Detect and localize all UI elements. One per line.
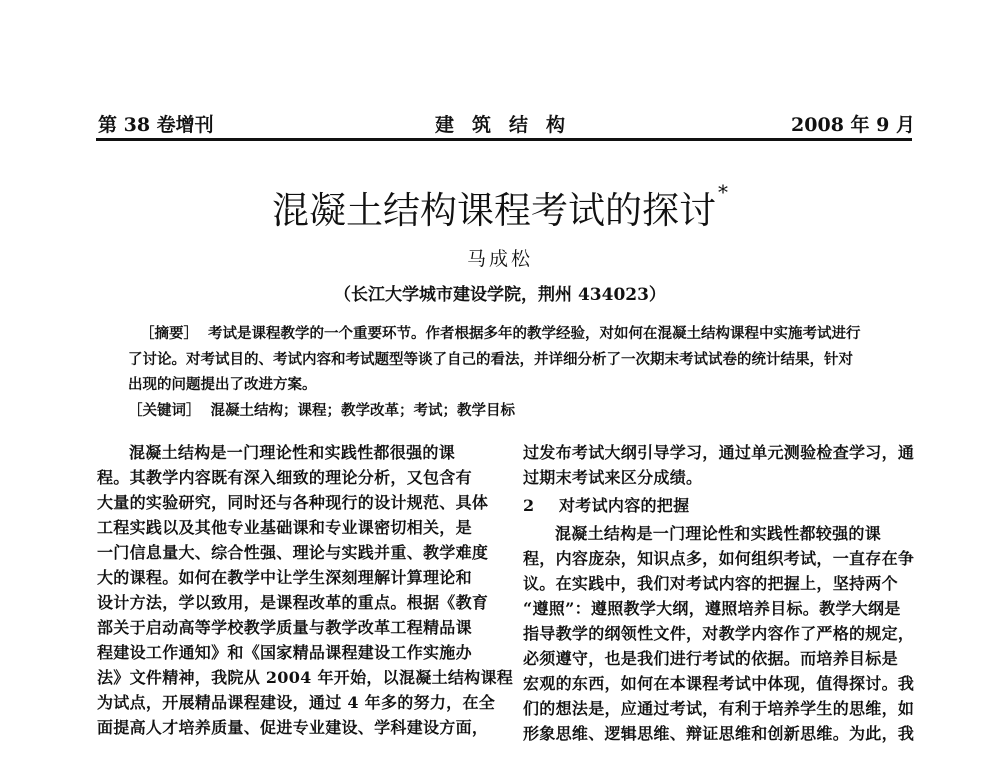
body-line: 程，内容庞杂，知识点多，如何组织考试，一直存在争	[523, 549, 915, 568]
body-line: 工程实践以及其他专业基础课和专业课密切相关，是	[97, 518, 472, 537]
body-line: 混凝土结构是一门理论性和实践性都很强的课	[129, 443, 456, 462]
running-header-journal: 建筑结构	[434, 114, 583, 136]
body-line: 面提高人才培养质量、促进专业建设、学科建设方面，	[97, 718, 489, 737]
body-line: 过期末考试来区分成绩。	[523, 468, 703, 487]
body-line: 们的想法是，应通过考试，有利于培养学生的思维，如	[523, 699, 915, 718]
body-line: 形象思维、逻辑思维、辩证思维和创新思维。为此，我	[523, 724, 915, 743]
keywords-line	[128, 399, 515, 420]
body-line: 宏观的东西，如何在本课程考试中体现，值得探讨。我	[523, 674, 915, 693]
body-line: 程建设工作通知》和《国家精品课程建设工作实施办	[97, 643, 472, 662]
abstract-line: 出现的问题提出了改进方案。	[128, 376, 317, 393]
body-line: 大量的实验研究，同时还与各种现行的设计规范、具体	[97, 493, 489, 512]
section-title: 对考试内容的把握	[559, 496, 690, 515]
author-name: 马成松	[466, 248, 533, 270]
running-header-date: 2008 年 9 月	[791, 114, 915, 136]
section-heading	[523, 493, 689, 516]
body-line: 一门信息量大、综合性强、理论与实践并重、教学难度	[97, 543, 489, 562]
abstract-line: 了讨论。对考试目的、考试内容和考试题型等谈了自己的看法，并详细分析了一次期末考试试卷的统计结果，针对	[128, 351, 853, 368]
body-line: 过发布考试大纲引导学习，通过单元测验检查学习，通	[523, 443, 915, 462]
body-line: 设计方法，学以致用，是课程改革的重点。根据《教育	[97, 593, 489, 612]
title-footnote-mark: *	[718, 180, 728, 204]
running-header-volume: 第 38 卷增刊	[98, 114, 214, 136]
abstract-text-line: 考试是课程教学的一个重要环节。作者根据多年的教学经验，对如何在混凝土结构课程中实施考试进行	[208, 325, 861, 342]
body-line: 大的课程。如何在教学中让学生深刻理解计算理论和	[97, 568, 472, 587]
paper-title-text: 混凝土结构课程考试的探讨	[272, 189, 716, 232]
paper-title	[0, 180, 1000, 234]
body-line: 议。在实践中，我们对考试内容的把握上，坚持两个	[523, 574, 898, 593]
abstract-line	[140, 322, 861, 343]
header-rule	[96, 138, 912, 141]
body-line: 混凝土结构是一门理论性和实践性都较强的课	[555, 524, 882, 543]
keywords-label: ［关键词］	[128, 402, 201, 419]
author-affiliation: （长江大学城市建设学院，荆州 434023）	[334, 285, 666, 305]
keywords-text: 混凝土结构；课程；教学改革；考试；教学目标	[210, 402, 515, 419]
abstract-label: ［摘要］	[140, 325, 198, 342]
body-line: “遵照”：遵照教学大纲，遵照培养目标。教学大纲是	[523, 599, 901, 618]
body-line: 为试点，开展精品课程建设，通过 4 年多的努力，在全	[97, 693, 496, 712]
body-line: 部关于启动高等学校教学质量与教学改革工程精品课	[97, 618, 472, 637]
section-number: 2	[523, 496, 535, 515]
body-line: 必须遵守，也是我们进行考试的依据。而培养目标是	[523, 649, 898, 668]
body-line: 程。其教学内容既有深入细致的理论分析，又包含有	[97, 468, 472, 487]
body-line: 指导教学的纲领性文件，对教学内容作了严格的规定，	[523, 624, 915, 643]
body-line: 法》文件精神，我院从 2004 年开始，以混凝土结构课程	[97, 668, 514, 687]
